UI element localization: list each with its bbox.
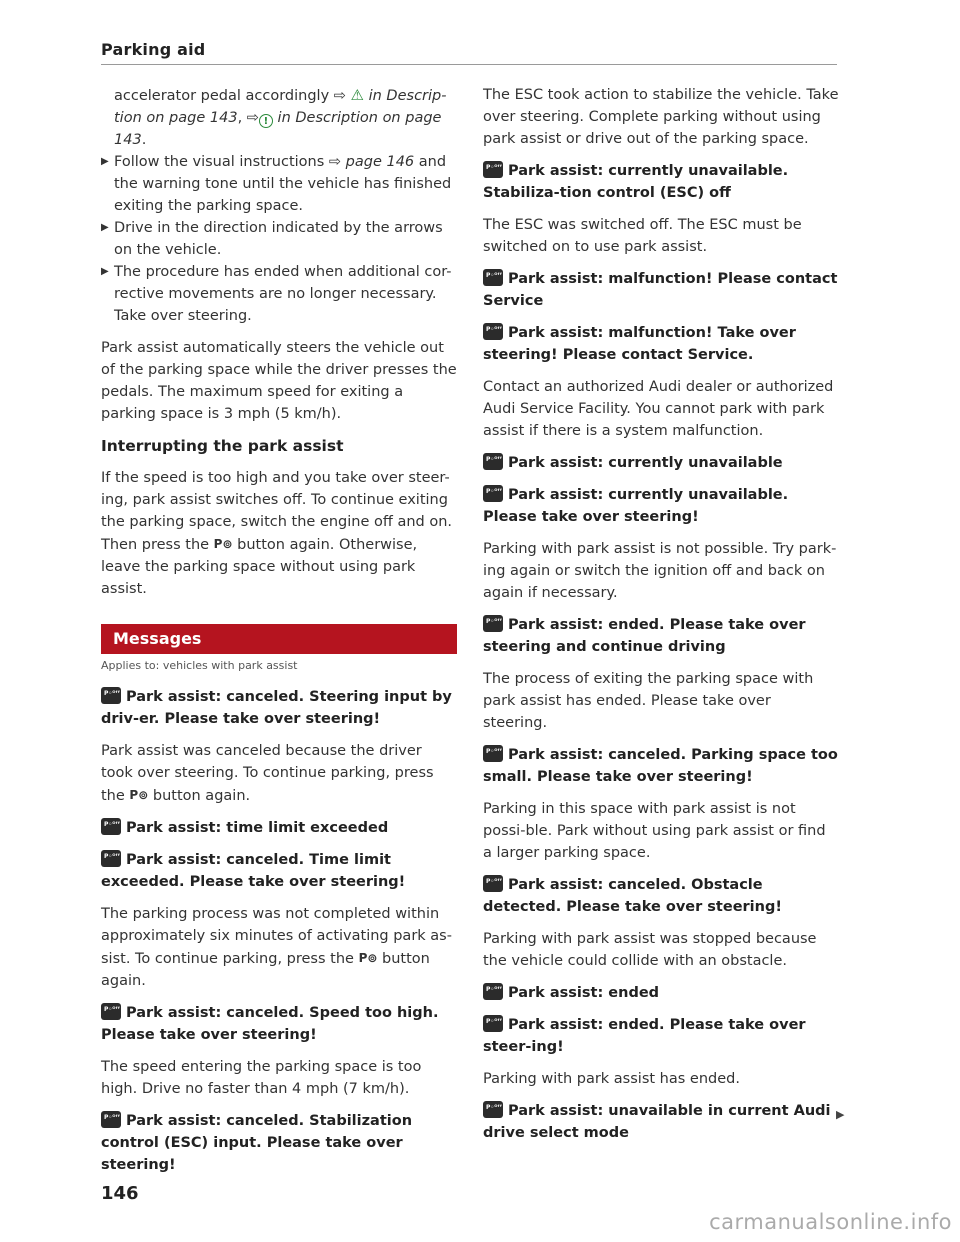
list-item [101,151,457,217]
park-assist-off-icon: P◦ᴼᶠᶠ [483,453,503,470]
bullet-icon: ▶ [101,222,109,233]
right-column [483,84,839,1154]
park-assist-off-icon: P◦ᴼᶠᶠ [483,615,503,632]
note-icon[interactable]: ! [259,114,273,128]
park-assist-off-icon: P◦ᴼᶠᶠ [101,1003,121,1020]
left-column [101,84,457,1186]
park-assist-off-icon: P◦ᴼᶠᶠ [483,983,503,1000]
message-title [101,1002,457,1046]
park-assist-off-icon: P◦ᴼᶠᶠ [483,485,503,502]
message-title [483,1014,839,1058]
paragraph [101,467,457,600]
text: Park assist: canceled. Time limit exceeded. Please take over steering! [101,852,406,890]
page-number: 146 [101,1183,139,1204]
text: Park assist: canceled. Steering input by driv-er. Please take over steering! [101,689,452,727]
paragraph: Park assist automatically steers the vehicle out of the parking space while the driver presses the pedals. The maximum speed for exiting a parking space is 3 mph (5 km/h). [101,340,457,422]
messages-banner: Messages [101,624,457,654]
continue-arrow-icon: ▶ [836,1108,845,1121]
park-assist-off-icon: P◦ᴼᶠᶠ [483,1015,503,1032]
paragraph [101,903,457,992]
message-title [483,1100,839,1144]
text: Park assist: time limit exceeded [126,820,389,836]
message-title [483,614,839,658]
text: button again. Otherwise, leave the parking space without using park assist. [101,537,418,597]
bullet-icon: ▶ [101,156,109,167]
park-assist-off-icon: P◦ᴼᶠᶠ [101,1111,121,1128]
park-assist-off-icon: P◦ᴼᶠᶠ [483,269,503,286]
park-button-icon: P⊚ [358,951,378,965]
text: button again. [101,951,430,989]
warning-icon[interactable]: ⚠ [350,86,364,104]
text: in Descrip- [364,88,447,104]
text: The parking process was not completed within approximately six minutes of activating park as-sist. To continue parking, press the [101,906,452,967]
park-assist-off-icon: P◦ᴼᶠᶠ [483,745,503,762]
message-title [101,686,457,730]
park-button-icon: P⊚ [213,537,233,551]
xref-link[interactable]: page 143 [114,110,442,148]
text: Park assist: ended. Please take over steering and continue driving [483,617,806,655]
text: Park assist: ended [508,985,660,1001]
message-title [101,817,457,839]
paragraph: Parking with park assist is not possible. Try park-ing again or switch the ignition off and back on again if necessary. [483,541,837,601]
text: Park assist was canceled because the driver took over steering. To continue parking, press the [101,743,434,804]
text: Park assist: canceled. Speed too high. Please take over steering! [101,1005,439,1043]
park-assist-off-icon: P◦ᴼᶠᶠ [483,161,503,178]
text: Park assist: currently unavailable [508,455,783,471]
park-assist-off-icon: P◦ᴼᶠᶠ [483,875,503,892]
message-title [483,982,839,1004]
subheading: Interrupting the park assist [101,437,344,455]
text: Park assist: currently unavailable. Please take over steering! [483,487,789,525]
paragraph [101,740,457,807]
text: Park assist: unavailable in current Audi drive select mode [483,1103,831,1141]
text: button again. [148,788,251,804]
xref-link[interactable]: tion on page 143 [114,110,238,126]
paragraph: The ESC was switched off. The ESC must be switched on to use park assist. [483,217,802,255]
text: Park assist: ended. Please take over steer-ing! [483,1017,806,1055]
paragraph: The speed entering the parking space is too high. Drive no faster than 4 mph (7 km/h). [101,1059,422,1097]
park-assist-off-icon: P◦ᴼᶠᶠ [101,818,121,835]
text: Park assist: malfunction! Take over steering! Please contact Service. [483,325,796,363]
watermark: carmanualsonline.info [709,1210,952,1234]
text: Drive in the direction indicated by the arrows on the vehicle. [114,220,443,258]
message-title [483,452,839,474]
intro-paragraph [101,84,457,151]
message-title [483,744,839,788]
message-title [101,849,457,893]
section-title: Parking aid [101,40,206,59]
paragraph: Parking with park assist was stopped because the vehicle could collide with an obstacle. [483,931,817,969]
paragraph: The ESC took action to stabilize the vehicle. Take over steering. Complete parking without using park assist or drive out of the parking space. [483,87,839,147]
text: Follow the visual instructions ⇨ [114,154,346,170]
header-rule [101,64,837,65]
message-title [483,268,839,312]
xref-link[interactable]: page 146 [345,154,415,170]
park-assist-off-icon: P◦ᴼᶠᶠ [483,323,503,340]
message-title [483,484,839,528]
paragraph: Parking with park assist has ended. [483,1071,740,1087]
text: . [141,132,147,148]
park-button-icon: P⊚ [129,788,149,802]
paragraph: The process of exiting the parking space with park assist has ended. Please take over steering. [483,671,814,731]
applies-to-note: Applies to: vehicles with park assist [101,659,298,672]
park-assist-off-icon: P◦ᴼᶠᶠ [101,687,121,704]
message-title [483,874,839,918]
text: accelerator pedal accordingly ⇨ [114,88,351,104]
paragraph: Parking in this space with park assist is not possi-ble. Park without using park assist or find a larger parking space. [483,801,826,861]
list-item [101,261,457,327]
text: The procedure has ended when additional cor-rective movements are no longer necessary. Take over steering. [114,264,452,324]
text: and the warning tone until the vehicle has finished exiting the parking space. [114,154,452,214]
paragraph: Contact an authorized Audi dealer or authorized Audi Service Facility. You cannot park with park assist if there is a system malfunction. [483,379,834,439]
text: If the speed is too high and you take over steer-ing, park assist switches off. To continue exiting the parking space, switch the engine off and on. Then press the [101,470,453,553]
message-title [483,322,839,366]
bullet-icon: ▶ [101,266,109,277]
text: Park assist: canceled. Stabilization control (ESC) input. Please take over steering! [101,1113,413,1173]
message-title [101,1110,457,1176]
text: Park assist: canceled. Obstacle detected. Please take over steering! [483,877,782,915]
list-item [101,217,457,261]
text: Park assist: malfunction! Please contact Service [483,271,838,309]
message-title [483,160,839,204]
park-assist-off-icon: P◦ᴼᶠᶠ [101,850,121,867]
text: , ⇨ [237,110,259,126]
text: Park assist: canceled. Parking space too small. Please take over steering! [483,747,838,785]
park-assist-off-icon: P◦ᴼᶠᶠ [483,1101,503,1118]
text: Park assist: currently unavailable. Stabiliza-tion control (ESC) off [483,163,789,201]
text: in Description on [272,110,401,126]
